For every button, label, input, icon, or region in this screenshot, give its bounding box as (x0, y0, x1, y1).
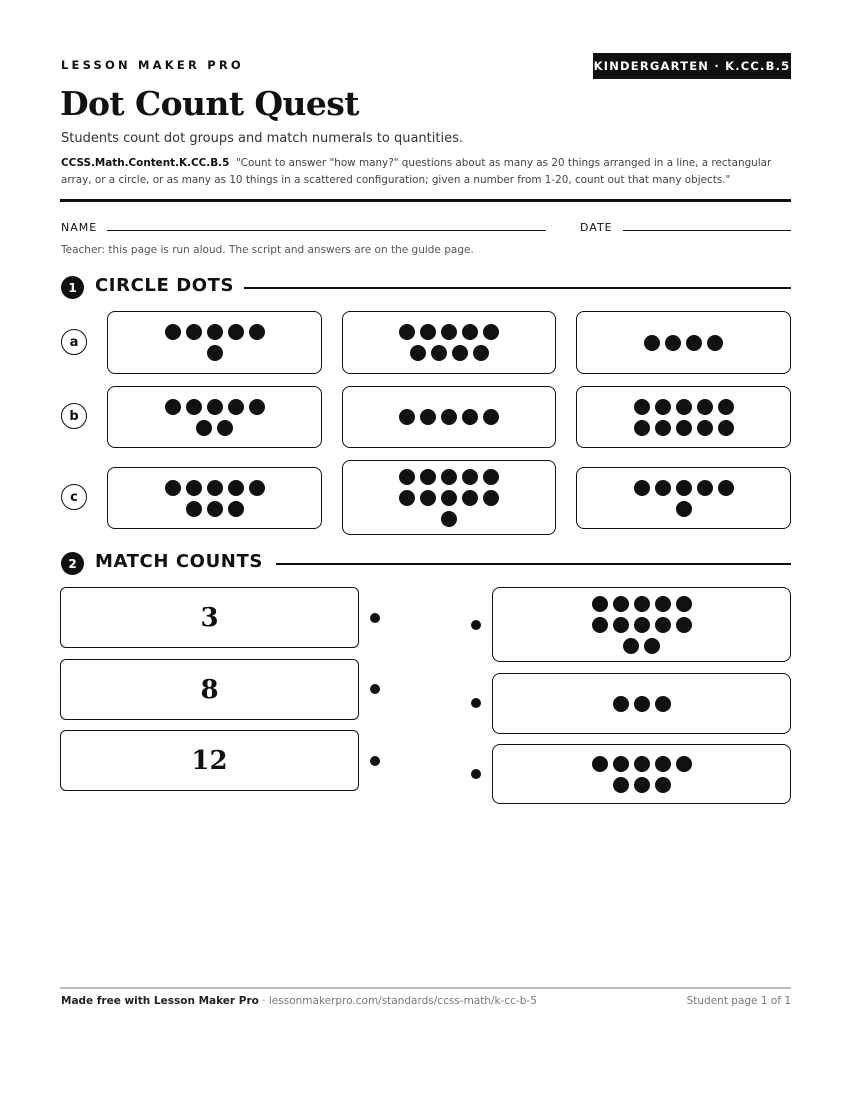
dot-row (399, 324, 499, 340)
match-dot-left-3[interactable] (370, 756, 380, 766)
standard-text: "Count to answer "how many?" questions about as many as 20 things arranged in a line, a rectangular array, or a circle, or as many as 10 things in a scattered configuration; given a number from 1-20, count out that many objects." (61, 157, 772, 186)
counting-dot (707, 335, 723, 351)
counting-dot (613, 617, 629, 633)
dot-row (592, 756, 692, 772)
counting-dot (634, 696, 650, 712)
counting-dot (441, 511, 457, 527)
dot-row (165, 324, 265, 340)
dot-row (399, 469, 499, 485)
dot-group-c3[interactable] (576, 467, 791, 529)
dot-group-b2[interactable] (342, 386, 556, 448)
dot-row (441, 511, 457, 527)
counting-dot (207, 501, 223, 517)
row-label-b: b (61, 403, 87, 429)
teacher-note: Teacher: this page is run aloud. The script and answers are on the guide page. (61, 244, 474, 256)
counting-dot (634, 617, 650, 633)
counting-dot (228, 501, 244, 517)
counting-dot (207, 399, 223, 415)
counting-dot (697, 399, 713, 415)
counting-dot (718, 480, 734, 496)
section-2-number: 2 (61, 552, 84, 575)
counting-dot (613, 756, 629, 772)
counting-dot (644, 335, 660, 351)
counting-dot (441, 409, 457, 425)
page-subtitle: Students count dot groups and match numerals to quantities. (61, 131, 463, 146)
counting-dot (462, 490, 478, 506)
dot-row (634, 399, 734, 415)
counting-dot (207, 324, 223, 340)
dot-row (634, 420, 734, 436)
dot-row (634, 480, 734, 496)
counting-dot (420, 490, 436, 506)
counting-dot (441, 490, 457, 506)
date-field[interactable] (623, 230, 791, 231)
counting-dot (410, 345, 426, 361)
counting-dot (676, 480, 692, 496)
grade-badge: KINDERGARTEN · K.CC.B.5 (593, 53, 791, 79)
counting-dot (655, 480, 671, 496)
counting-dot (186, 501, 202, 517)
dot-row (196, 420, 233, 436)
counting-dot (249, 399, 265, 415)
counting-dot (697, 480, 713, 496)
counting-dot (165, 480, 181, 496)
match-dot-group-2 (492, 673, 791, 734)
counting-dot (462, 324, 478, 340)
counting-dot (196, 420, 212, 436)
counting-dot (186, 324, 202, 340)
numeral-card-1: 3 (60, 587, 359, 648)
dot-group-b3[interactable] (576, 386, 791, 448)
counting-dot (655, 696, 671, 712)
dot-group-c2[interactable] (342, 460, 556, 535)
name-label: NAME (61, 221, 98, 234)
counting-dot (165, 324, 181, 340)
dot-group-b1[interactable] (107, 386, 322, 448)
counting-dot (644, 638, 660, 654)
counting-dot (676, 420, 692, 436)
match-dot-right-2[interactable] (471, 698, 481, 708)
dot-group-c1[interactable] (107, 467, 322, 529)
numeral-card-3: 12 (60, 730, 359, 791)
counting-dot (718, 420, 734, 436)
counting-dot (249, 324, 265, 340)
counting-dot (655, 756, 671, 772)
counting-dot (613, 696, 629, 712)
standard-description (61, 155, 791, 189)
counting-dot (676, 501, 692, 517)
counting-dot (592, 756, 608, 772)
counting-dot (665, 335, 681, 351)
dot-group-a1[interactable] (107, 311, 322, 374)
section-1-title: CIRCLE DOTS (95, 275, 235, 296)
counting-dot (634, 420, 650, 436)
footer-made-with: Made free with Lesson Maker Pro (61, 995, 259, 1007)
counting-dot (228, 324, 244, 340)
counting-dot (676, 596, 692, 612)
match-dot-right-1[interactable] (471, 620, 481, 630)
counting-dot (634, 777, 650, 793)
counting-dot (228, 480, 244, 496)
counting-dot (634, 596, 650, 612)
counting-dot (217, 420, 233, 436)
counting-dot (623, 638, 639, 654)
counting-dot (186, 399, 202, 415)
dot-row (613, 696, 671, 712)
counting-dot (441, 324, 457, 340)
dot-row (676, 501, 692, 517)
counting-dot (655, 777, 671, 793)
dot-row (186, 501, 244, 517)
counting-dot (165, 399, 181, 415)
counting-dot (452, 345, 468, 361)
footer-divider (60, 987, 791, 989)
counting-dot (634, 756, 650, 772)
dot-row (644, 335, 723, 351)
section-2-rule (276, 563, 791, 565)
page-title: Dot Count Quest (60, 84, 359, 123)
counting-dot (420, 324, 436, 340)
dot-row (623, 638, 660, 654)
counting-dot (462, 409, 478, 425)
numeral-card-2: 8 (60, 659, 359, 720)
counting-dot (462, 469, 478, 485)
counting-dot (655, 596, 671, 612)
counting-dot (431, 345, 447, 361)
header-divider (60, 199, 791, 202)
counting-dot (592, 596, 608, 612)
dot-row (399, 490, 499, 506)
dot-row (592, 596, 692, 612)
counting-dot (399, 409, 415, 425)
date-label: DATE (580, 221, 613, 234)
row-label-c: c (61, 484, 87, 510)
counting-dot (399, 324, 415, 340)
counting-dot (420, 409, 436, 425)
counting-dot (655, 399, 671, 415)
dot-group-a2[interactable] (342, 311, 556, 374)
counting-dot (249, 480, 265, 496)
match-dot-left-2[interactable] (370, 684, 380, 694)
match-dot-group-1 (492, 587, 791, 662)
counting-dot (655, 420, 671, 436)
counting-dot (483, 490, 499, 506)
dot-row (165, 480, 265, 496)
dot-row (410, 345, 489, 361)
counting-dot (686, 335, 702, 351)
section-2-title: MATCH COUNTS (95, 551, 263, 572)
footer-credit (61, 995, 537, 1007)
dot-row (165, 399, 265, 415)
counting-dot (634, 399, 650, 415)
counting-dot (718, 399, 734, 415)
name-field[interactable] (107, 230, 546, 231)
match-dot-left-1[interactable] (370, 613, 380, 623)
row-label-a: a (61, 329, 87, 355)
counting-dot (399, 469, 415, 485)
counting-dot (441, 469, 457, 485)
counting-dot (634, 480, 650, 496)
counting-dot (483, 324, 499, 340)
counting-dot (697, 420, 713, 436)
counting-dot (483, 469, 499, 485)
counting-dot (676, 399, 692, 415)
counting-dot (473, 345, 489, 361)
counting-dot (655, 617, 671, 633)
section-1-number: 1 (61, 276, 84, 299)
counting-dot (613, 777, 629, 793)
dot-row (592, 617, 692, 633)
dot-row (207, 345, 223, 361)
counting-dot (676, 617, 692, 633)
counting-dot (420, 469, 436, 485)
footer-link[interactable]: · lessonmakerpro.com/standards/ccss-math/k-cc-b-5 (262, 995, 537, 1007)
section-1-rule (244, 287, 791, 289)
counting-dot (399, 490, 415, 506)
counting-dot (613, 596, 629, 612)
counting-dot (207, 345, 223, 361)
dot-group-a3[interactable] (576, 311, 791, 374)
counting-dot (207, 480, 223, 496)
counting-dot (483, 409, 499, 425)
dot-row (399, 409, 499, 425)
match-dot-right-3[interactable] (471, 769, 481, 779)
standard-code: CCSS.Math.Content.K.CC.B.5 (61, 157, 230, 169)
counting-dot (228, 399, 244, 415)
match-dot-group-3 (492, 744, 791, 804)
footer-page-number: Student page 1 of 1 (686, 995, 791, 1007)
dot-row (613, 777, 671, 793)
brand-name: LESSON MAKER PRO (61, 58, 244, 72)
counting-dot (676, 756, 692, 772)
counting-dot (592, 617, 608, 633)
counting-dot (186, 480, 202, 496)
